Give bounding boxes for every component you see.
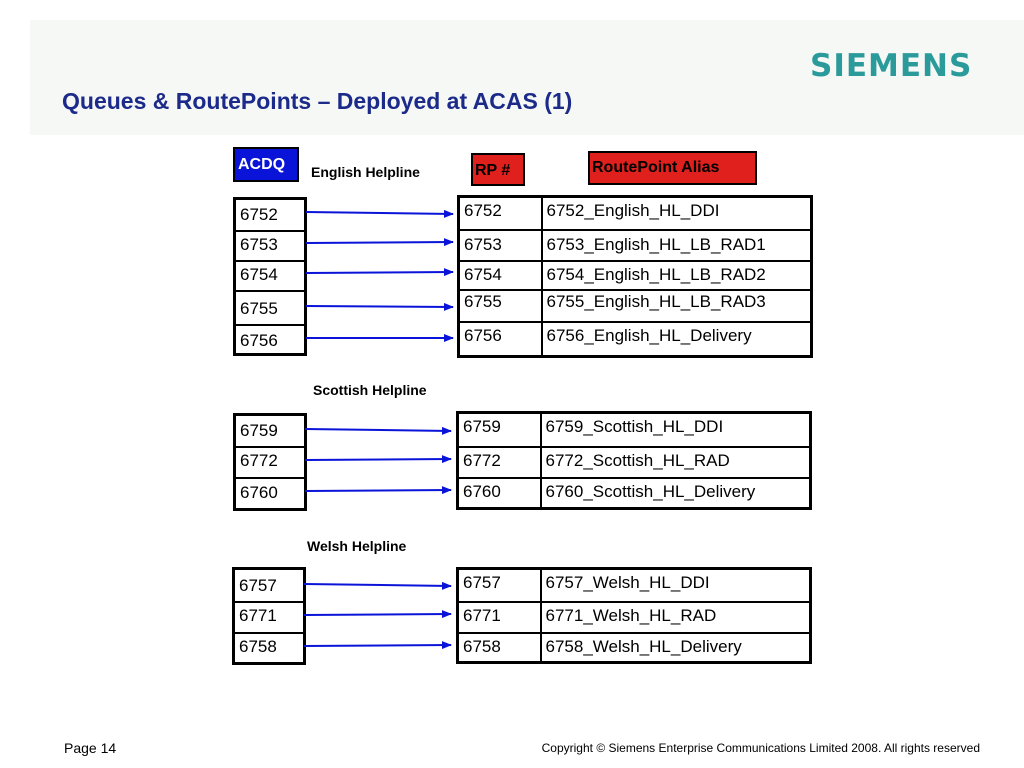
alias-cell: 6756_English_HL_Delivery: [542, 322, 812, 357]
rp-cell: 6772: [458, 447, 541, 478]
welsh-routepoint-table: [456, 567, 812, 664]
table-row: [459, 230, 812, 261]
alias-cell: 6755_English_HL_LB_RAD3: [542, 290, 812, 322]
table-row: [458, 569, 811, 602]
page-title: Queues & RoutePoints – Deployed at ACAS (1): [62, 88, 573, 114]
arrow-line: [305, 490, 451, 491]
alias-cell: 6760_Scottish_HL_Delivery: [541, 478, 811, 509]
arrow-line: [306, 242, 453, 243]
alias-cell: 6771_Welsh_HL_RAD: [541, 602, 811, 633]
queue-cell: 6756: [235, 325, 306, 355]
rp-cell: 6756: [459, 322, 542, 357]
queue-cell: 6757: [234, 569, 305, 602]
rp-cell: 6757: [458, 569, 541, 602]
alias-cell: 6753_English_HL_LB_RAD1: [542, 230, 812, 261]
rp-cell: 6754: [459, 261, 542, 290]
queue-cell: 6772: [235, 447, 306, 478]
scottish-routepoint-table: [456, 411, 812, 510]
siemens-logo: SIEMENS: [810, 48, 973, 84]
acdq-tag: ACDQ: [233, 147, 299, 182]
alias-cell: 6772_Scottish_HL_RAD: [541, 447, 811, 478]
queue-cell: 6754: [235, 261, 306, 291]
rp-cell: 6759: [458, 413, 541, 447]
rp-cell: 6760: [458, 478, 541, 509]
english-routepoint-table: [457, 195, 813, 358]
alias-cell: 6754_English_HL_LB_RAD2: [542, 261, 812, 290]
arrow-line: [304, 584, 451, 586]
arrow-line: [305, 429, 451, 431]
rp-cell: 6771: [458, 602, 541, 633]
rp-cell: 6758: [458, 633, 541, 663]
arrow-line: [306, 272, 453, 273]
alias-cell: 6759_Scottish_HL_DDI: [541, 413, 811, 447]
queue-cell: 6760: [235, 478, 306, 510]
alias-cell: 6758_Welsh_HL_Delivery: [541, 633, 811, 663]
page-number: Page 14: [64, 740, 117, 756]
arrow-line: [304, 614, 451, 615]
table-row: [458, 413, 811, 447]
rp-number-tag: RP #: [471, 153, 525, 186]
rp-cell: 6753: [459, 230, 542, 261]
section-label-welsh: Welsh Helpline: [307, 538, 407, 554]
arrow-line: [306, 306, 453, 307]
table-row: [458, 478, 811, 509]
routepoint-alias-tag: RoutePoint Alias: [588, 151, 757, 185]
scottish-queue-table: [233, 413, 307, 511]
queue-cell: 6758: [234, 633, 305, 664]
rp-cell: 6755: [459, 290, 542, 322]
section-label-scottish: Scottish Helpline: [313, 382, 427, 398]
alias-cell: 6752_English_HL_DDI: [542, 197, 812, 230]
queue-cell: 6759: [235, 415, 306, 447]
table-row: [459, 322, 812, 357]
table-row: [459, 197, 812, 230]
table-row: [458, 602, 811, 633]
copyright-text: Copyright © Siemens Enterprise Communications Limited 2008. All rights reserved: [541, 741, 980, 755]
table-row: [458, 633, 811, 663]
rp-cell: 6752: [459, 197, 542, 230]
arrow-line: [305, 459, 451, 460]
arrow-line: [304, 645, 451, 646]
welsh-queue-table: [232, 567, 306, 665]
section-label-english: English Helpline: [311, 164, 420, 180]
arrow-line: [306, 212, 453, 214]
english-queue-table: [233, 197, 307, 356]
table-row: [459, 261, 812, 290]
table-row: [458, 447, 811, 478]
alias-cell: 6757_Welsh_HL_DDI: [541, 569, 811, 602]
queue-cell: 6771: [234, 602, 305, 633]
table-row: [459, 290, 812, 322]
queue-cell: 6755: [235, 291, 306, 325]
queue-cell: 6753: [235, 231, 306, 261]
queue-cell: 6752: [235, 199, 306, 231]
